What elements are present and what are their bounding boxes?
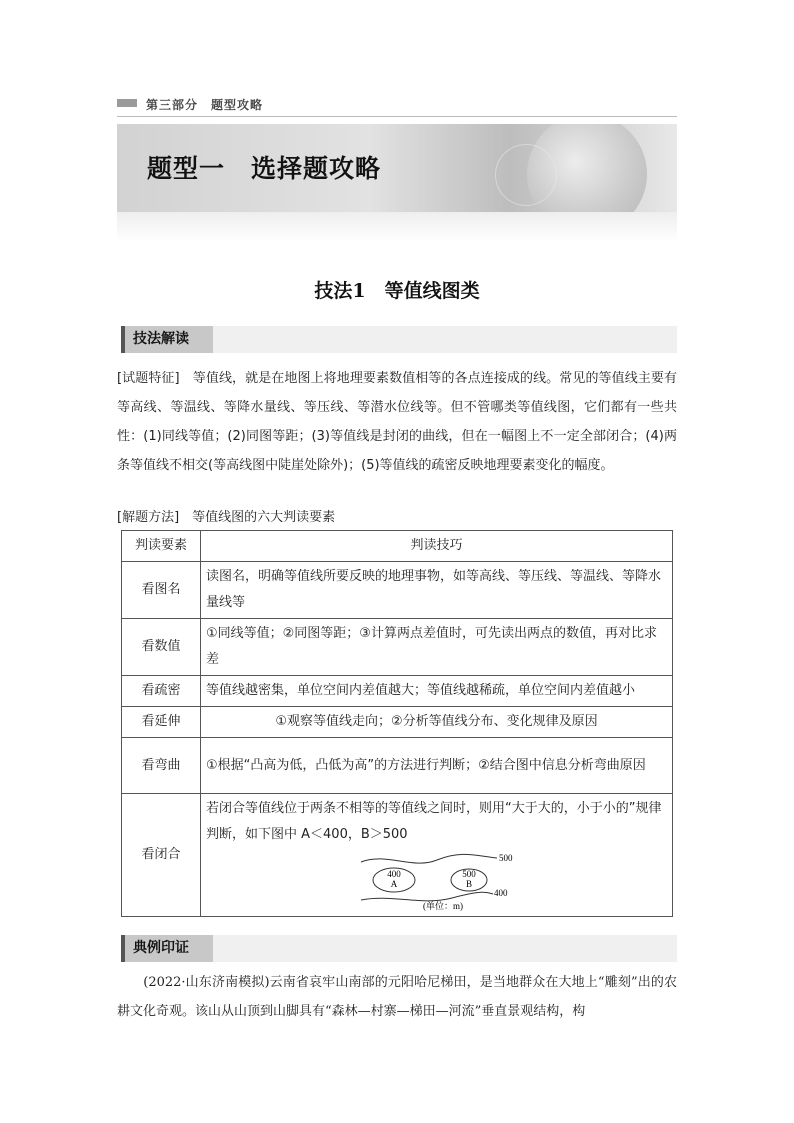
unit-label: (单位：m) bbox=[422, 901, 463, 911]
features-tag: [试题特征] bbox=[117, 371, 180, 386]
isoline-500 bbox=[361, 854, 497, 863]
table-row bbox=[122, 794, 673, 917]
label-400: 400 bbox=[493, 888, 507, 898]
table-header-row bbox=[122, 531, 673, 562]
row-element: 看延伸 bbox=[122, 707, 201, 738]
features-text: 等值线，就是在地图上将地理要素数值相等的各点连接成的线。常见的等值线主要有等高线、等温线、等降水量线、等压线、等潜水位线等。但不管哪类等值线图，它们都有一些共性：(1)同线等值；(2)同图等距；(3)等值线是封闭的曲线，但在一幅图上不一定全部闭合；(4)两条等值线不相交(等高线图中陡崖处除外)；(5)等值线的疏密反映地理要素变化的幅度。 bbox=[117, 371, 677, 473]
method-tag: [解题方法] bbox=[117, 510, 180, 525]
table-header-element: 判读要素 bbox=[122, 531, 201, 562]
row-tip: 等值线越密集，单位空间内差值越大；等值线越稀疏，单位空间内差值越小 bbox=[201, 676, 673, 707]
label-b-value: 500 bbox=[461, 869, 476, 879]
row-element: 看闭合 bbox=[122, 794, 201, 917]
section-heading-examples: 典例印证 bbox=[121, 935, 213, 962]
label-500: 500 bbox=[498, 853, 512, 863]
label-a: A bbox=[390, 879, 397, 889]
example-paragraph: (2022·山东济南模拟)云南省哀牢山南部的元阳哈尼梯田，是当地群众在大地上“雕刻”出的农耕文化奇观。该山从山顶到山脚具有“森林—村寨—梯田—河流”垂直景观结构，构 bbox=[117, 975, 677, 1019]
table-row bbox=[122, 707, 673, 738]
row-element: 看弯曲 bbox=[122, 738, 201, 794]
row-tip: ①根据“凸高为低，凸低为高”的方法进行判断；②结合图中信息分析弯曲原因 bbox=[201, 738, 673, 794]
method-line bbox=[117, 506, 335, 525]
row-tip: ①观察等值线走向；②分析等值线分布、变化规律及原因 bbox=[201, 707, 673, 738]
row-element: 看数值 bbox=[122, 619, 201, 676]
title-banner bbox=[117, 124, 677, 212]
table-row bbox=[122, 619, 673, 676]
features-paragraph bbox=[117, 364, 677, 480]
row-element: 看图名 bbox=[122, 562, 201, 619]
row-tip bbox=[201, 794, 673, 917]
row-tip: ①同线等值；②同图等距；③计算两点差值时，可先读出两点的数值，再对比求差 bbox=[201, 619, 673, 676]
part-label: 第三部分 题型攻略 bbox=[146, 98, 264, 112]
label-b: B bbox=[465, 879, 472, 889]
isoline-400 bbox=[361, 892, 493, 901]
interpretation-table bbox=[121, 530, 673, 917]
table-row bbox=[122, 562, 673, 619]
table-header-tip: 判读技巧 bbox=[201, 531, 673, 562]
table-row bbox=[122, 738, 673, 794]
orbit-graphic bbox=[495, 144, 557, 206]
method-text: 等值线图的六大判读要素 bbox=[179, 510, 336, 525]
row-tip-text: 若闭合等值线位于两条不相等的等值线之间时，则用“大于大的，小于小的”规律判断，如下图中 A＜400，B＞500 bbox=[206, 801, 662, 842]
label-a-value: 400 bbox=[386, 869, 401, 879]
isoline-diagram bbox=[357, 850, 517, 912]
section-heading-technique: 技法解读 bbox=[121, 326, 213, 353]
part-marker-bar bbox=[117, 99, 137, 107]
row-element: 看疏密 bbox=[122, 676, 201, 707]
banner-title: 题型一 选择题攻略 bbox=[147, 154, 382, 183]
header-divider bbox=[117, 116, 677, 117]
method-title: 技法1 等值线图类 bbox=[314, 280, 480, 302]
banner-shadow bbox=[117, 212, 677, 242]
row-tip: 读图名，明确等值线所要反映的地理事物，如等高线、等压线、等温线、等降水量线等 bbox=[201, 562, 673, 619]
table-row bbox=[122, 676, 673, 707]
